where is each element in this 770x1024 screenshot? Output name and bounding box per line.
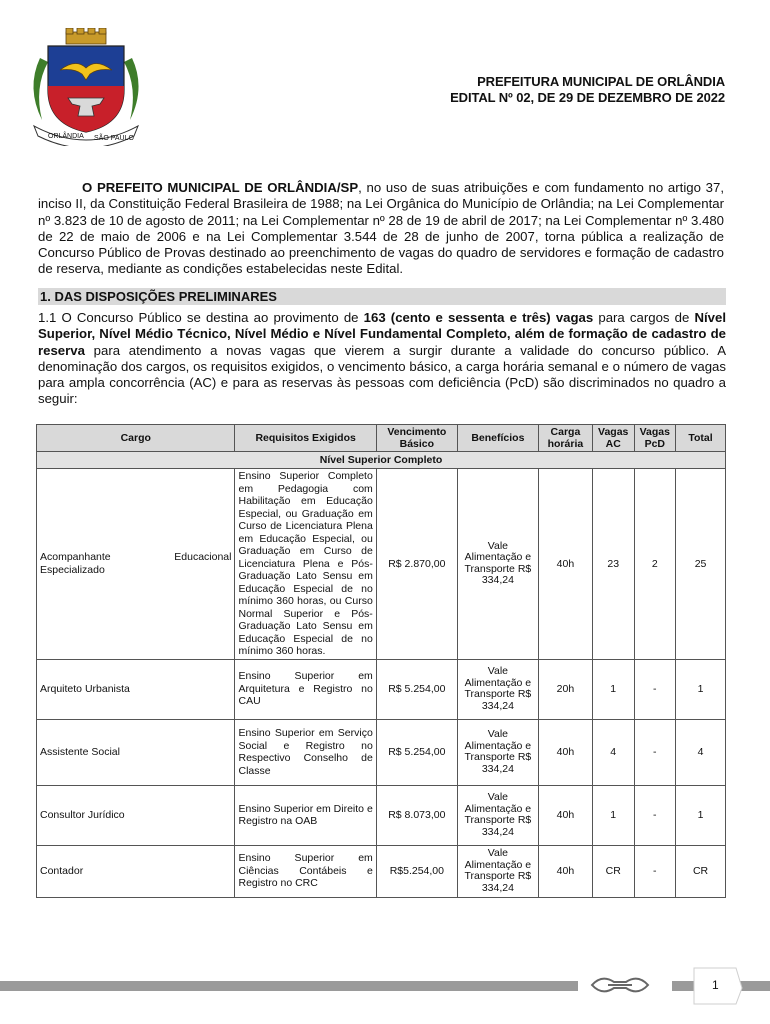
cell-total: CR bbox=[676, 845, 726, 897]
cell-cargo: Assistente Social bbox=[37, 719, 235, 785]
cell-vencimento: R$ 5.254,00 bbox=[376, 719, 457, 785]
document-header bbox=[450, 74, 725, 106]
cell-vagas-pcd: 2 bbox=[634, 469, 676, 660]
header-beneficios: Benefícios bbox=[457, 425, 538, 452]
section-1-title: 1. DAS DISPOSIÇÕES PRELIMINARES bbox=[38, 288, 726, 305]
header-carga: Carga horária bbox=[538, 425, 592, 452]
cell-cargo: Contador bbox=[37, 845, 235, 897]
header-cargo: Cargo bbox=[37, 425, 235, 452]
cell-total: 1 bbox=[676, 785, 726, 845]
crest-banner-left-text: ORLÂNDIA bbox=[48, 133, 84, 140]
header-line-2: EDITAL Nº 02, DE 29 DE DEZEMBRO DE 2022 bbox=[450, 90, 725, 105]
section-1-paragraph bbox=[38, 310, 726, 408]
intro-paragraph bbox=[38, 180, 724, 278]
level-label: Nível Superior Completo bbox=[37, 452, 726, 469]
cell-vencimento: R$ 5.254,00 bbox=[376, 659, 457, 719]
cell-beneficios: Vale Alimentação e Transporte R$ 334,24 bbox=[457, 845, 538, 897]
table-row bbox=[37, 845, 726, 897]
cell-beneficios: Vale Alimentação e Transporte R$ 334,24 bbox=[457, 719, 538, 785]
header-vagas-pcd: Vagas PcD bbox=[634, 425, 676, 452]
cell-total: 4 bbox=[676, 719, 726, 785]
page-number: 1 bbox=[712, 978, 719, 992]
table-row bbox=[37, 659, 726, 719]
cell-requisitos: Ensino Superior em Arquitetura e Registro no CAU bbox=[235, 659, 376, 719]
cell-vagas-ac: 4 bbox=[592, 719, 634, 785]
cell-vencimento: R$ 2.870,00 bbox=[376, 469, 457, 660]
cell-vagas-pcd: - bbox=[634, 785, 676, 845]
level-row bbox=[37, 452, 726, 469]
para-mid: para cargos de bbox=[593, 310, 695, 325]
cell-cargo: Consultor Jurídico bbox=[37, 785, 235, 845]
cell-carga: 40h bbox=[538, 469, 592, 660]
para-end: para atendimento a novas vagas que vierem a surgir durante a validade do concurso público. A denominação dos cargos, os requisitos exigidos, o vencimento básico, a carga horária semanal e o número de vagas para ampla concorrência (AC) e para as reservas às pessoas com deficiência (PcD) são discriminados no quadro a seguir: bbox=[38, 342, 726, 407]
crest-banner-right-text: SÃO PAULO bbox=[94, 135, 134, 142]
footer-bar-left bbox=[0, 981, 578, 991]
cell-requisitos: Ensino Superior em Ciências Contábeis e Registro no CRC bbox=[235, 845, 376, 897]
para-bold-niveis: Nível Superior, Nível Médio Técnico, Nível Médio e Nível Fundamental Completo, além de formação de cadastro de reserva bbox=[38, 310, 726, 358]
table-row bbox=[37, 785, 726, 845]
cell-vagas-ac: 23 bbox=[592, 469, 634, 660]
cell-cargo: Acompanhante Educacional Especializado bbox=[37, 469, 235, 660]
cell-vagas-pcd: - bbox=[634, 719, 676, 785]
cell-vagas-pcd: - bbox=[634, 659, 676, 719]
cell-cargo: Arquiteto Urbanista bbox=[37, 659, 235, 719]
cell-carga: 40h bbox=[538, 845, 592, 897]
table-row bbox=[37, 469, 726, 660]
cell-total: 1 bbox=[676, 659, 726, 719]
cell-beneficios: Vale Alimentação e Transporte R$ 334,24 bbox=[457, 659, 538, 719]
cell-beneficios: Vale Alimentação e Transporte R$ 334,24 bbox=[457, 469, 538, 660]
table-header-row bbox=[37, 425, 726, 452]
header-vencimento: Vencimento Básico bbox=[376, 425, 457, 452]
cell-requisitos: Ensino Superior Completo em Pedagogia com Habilitação em Educação Especial, ou Graduação em Curso de Licenciatura Plena em Educação Especial, ou Graduação em Curso de Licenciatura Plena e Pós-Graduação Lato Sensu em Educação Especial de no mínimo 360 horas, ou Curso Normal Superior e Pós-Graduação Lato Sensu em Educação Especial de no mínimo 360 horas. bbox=[235, 469, 376, 660]
cell-beneficios: Vale Alimentação e Transporte R$ 334,24 bbox=[457, 785, 538, 845]
cell-vagas-ac: 1 bbox=[592, 785, 634, 845]
header-total: Total bbox=[676, 425, 726, 452]
vacancies-table bbox=[36, 424, 726, 898]
cell-vagas-ac: 1 bbox=[592, 659, 634, 719]
para-start: 1.1 O Concurso Público se destina ao provimento de bbox=[38, 310, 364, 325]
intro-bold-lead: O PREFEITO MUNICIPAL DE ORLÂNDIA/SP bbox=[82, 180, 359, 195]
cell-carga: 40h bbox=[538, 719, 592, 785]
municipal-crest-logo bbox=[20, 28, 152, 146]
header-requisitos: Requisitos Exigidos bbox=[235, 425, 376, 452]
table-row bbox=[37, 719, 726, 785]
cell-vagas-ac: CR bbox=[592, 845, 634, 897]
cell-carga: 40h bbox=[538, 785, 592, 845]
cell-vencimento: R$ 8.073,00 bbox=[376, 785, 457, 845]
cell-requisitos: Ensino Superior em Direito e Registro na OAB bbox=[235, 785, 376, 845]
para-bold-vagas: 163 (cento e sessenta e três) vagas bbox=[363, 310, 594, 325]
cell-vencimento: R$5.254,00 bbox=[376, 845, 457, 897]
handshake-logo-icon bbox=[588, 972, 652, 998]
cell-carga: 20h bbox=[538, 659, 592, 719]
header-line-1: PREFEITURA MUNICIPAL DE ORLÂNDIA bbox=[477, 74, 725, 89]
cell-total: 25 bbox=[676, 469, 726, 660]
intro-text: , no uso de suas atribuições e com fundamento no artigo 37, inciso II, da Constituição Federal Brasileira de 1988; na Lei Orgânica do Município de Orlândia; na Lei Complementar nº 3.823 de 10 de agosto de 2011; na Lei Complementar nº 28 de 19 de abril de 2017; na Lei Complementar nº 3.480 de 22 de maio de 2006 e na Lei Complementar 3.544 de 28 de junho de 2007, torna pública a realização de Concurso Público de Provas destinado ao preenchimento de vagas do quadro de servidores e formação de cadastro de reserva, mediante as condições estabelecidas neste Edital. bbox=[38, 180, 724, 277]
cell-requisitos: Ensino Superior em Serviço Social e Registro no Respectivo Conselho de Classe bbox=[235, 719, 376, 785]
cell-vagas-pcd: - bbox=[634, 845, 676, 897]
header-vagas-ac: Vagas AC bbox=[592, 425, 634, 452]
